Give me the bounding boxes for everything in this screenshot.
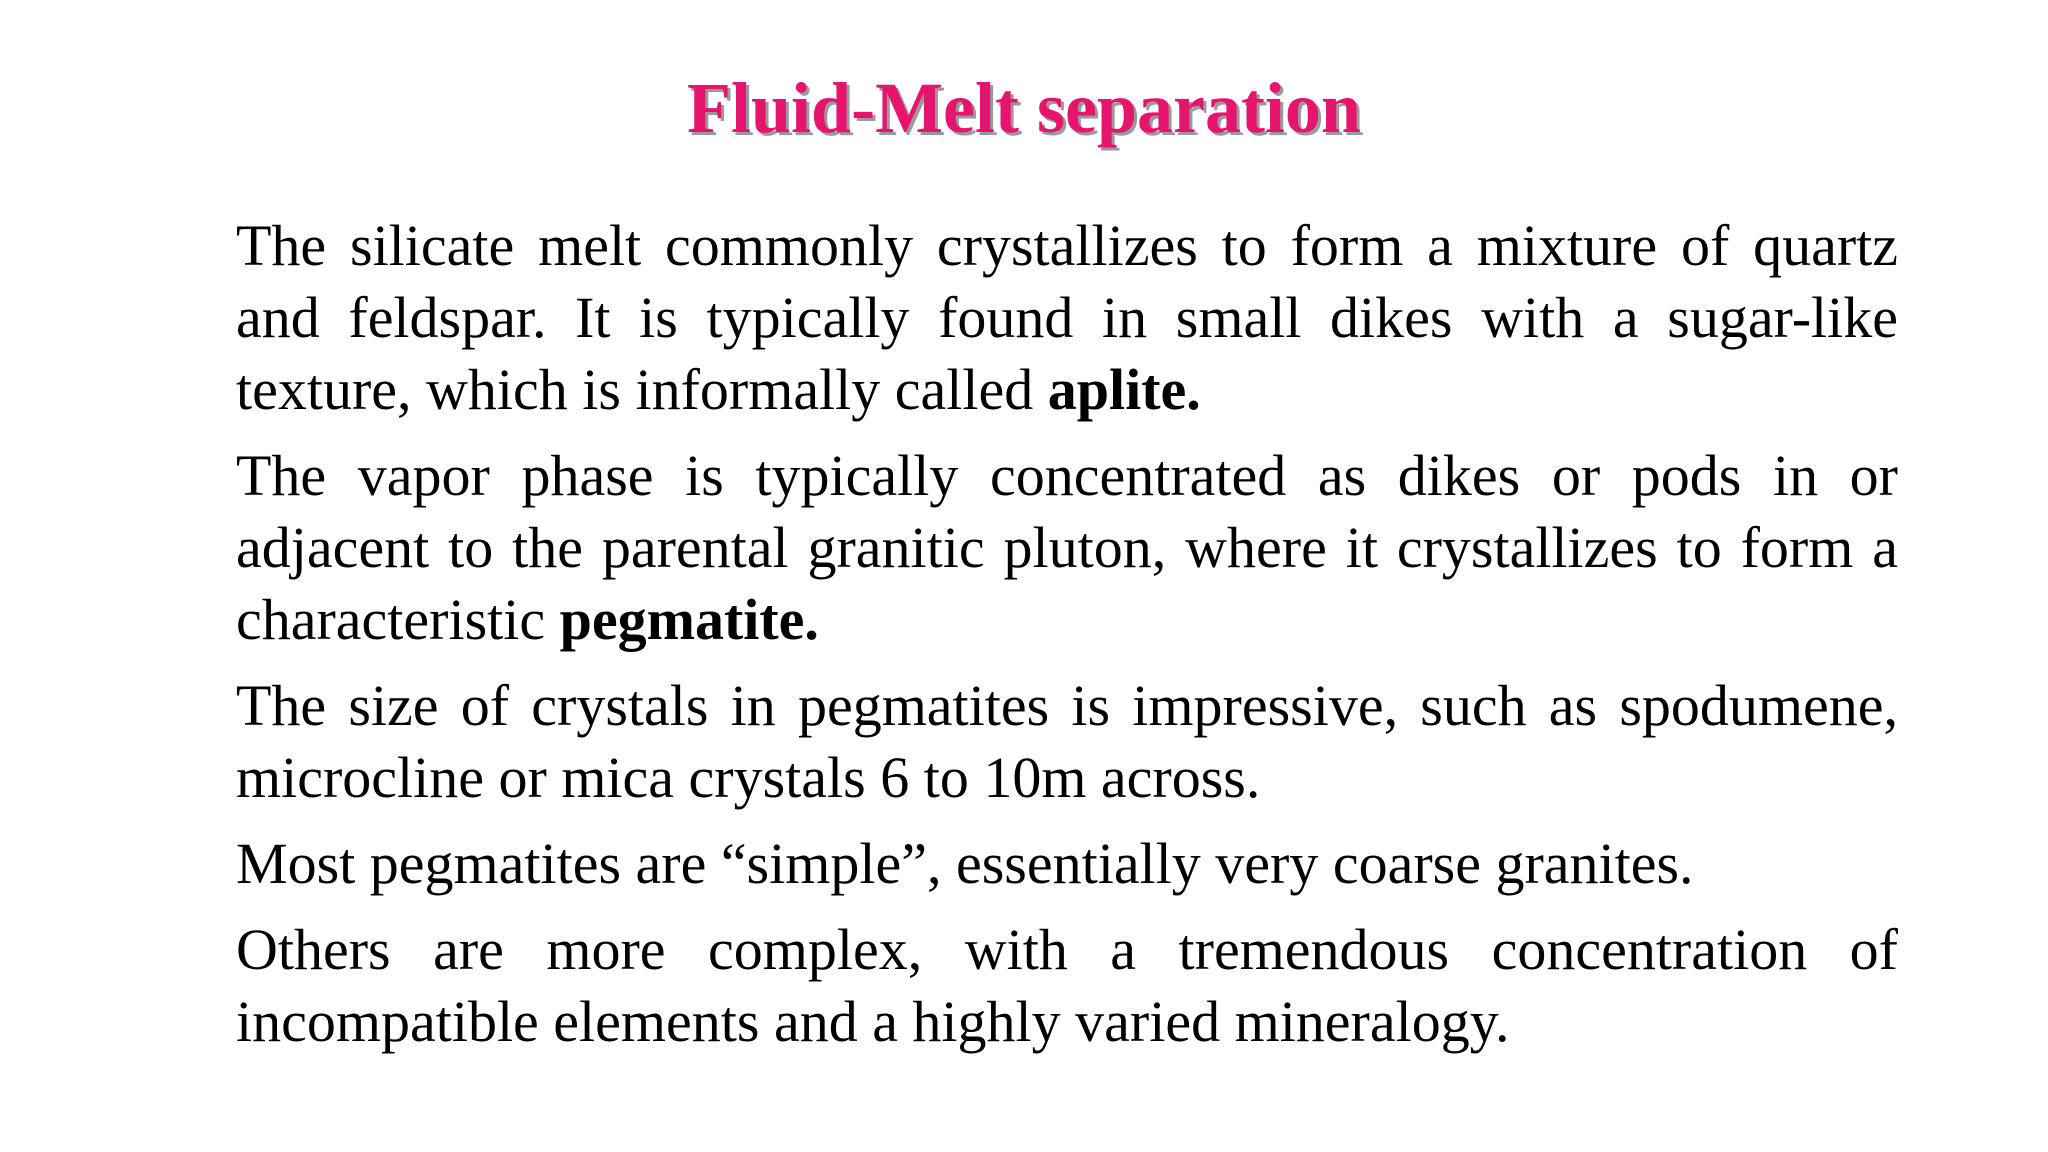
paragraph-text: Others are more complex, with a tremendous concentration of incompatible elements and a highly varied mineralogy. [236,917,1898,1054]
paragraph-text: The size of crystals in pegmatites is impressive, such as spodumene, microcline or mica crystals 6 to 10m across. [236,673,1898,810]
keyword-pegmatite: pegmatite. [559,587,819,652]
paragraph-pegmatite [236,440,1898,656]
paragraph-text: The vapor phase is typically concentrated as dikes or pods in or adjacent to the parental granitic pluton, where it crystallizes to form a characteristic [236,443,1898,652]
keyword-aplite: aplite. [1047,357,1201,422]
paragraph-aplite [236,210,1898,426]
paragraph-complex-pegmatites [236,914,1898,1058]
paragraph-simple-pegmatites [236,828,1898,900]
paragraph-crystal-size [236,670,1898,814]
paragraph-text: Most pegmatites are “simple”, essentially very coarse granites. [236,831,1694,896]
slide-body [236,210,1898,1072]
slide-title: Fluid-Melt separation [687,68,1361,148]
paragraph-text: The silicate melt commonly crystallizes to form a mixture of quartz and feldspar. It is typically found in small dikes with a sugar-like texture, which is informally called [236,213,1898,422]
